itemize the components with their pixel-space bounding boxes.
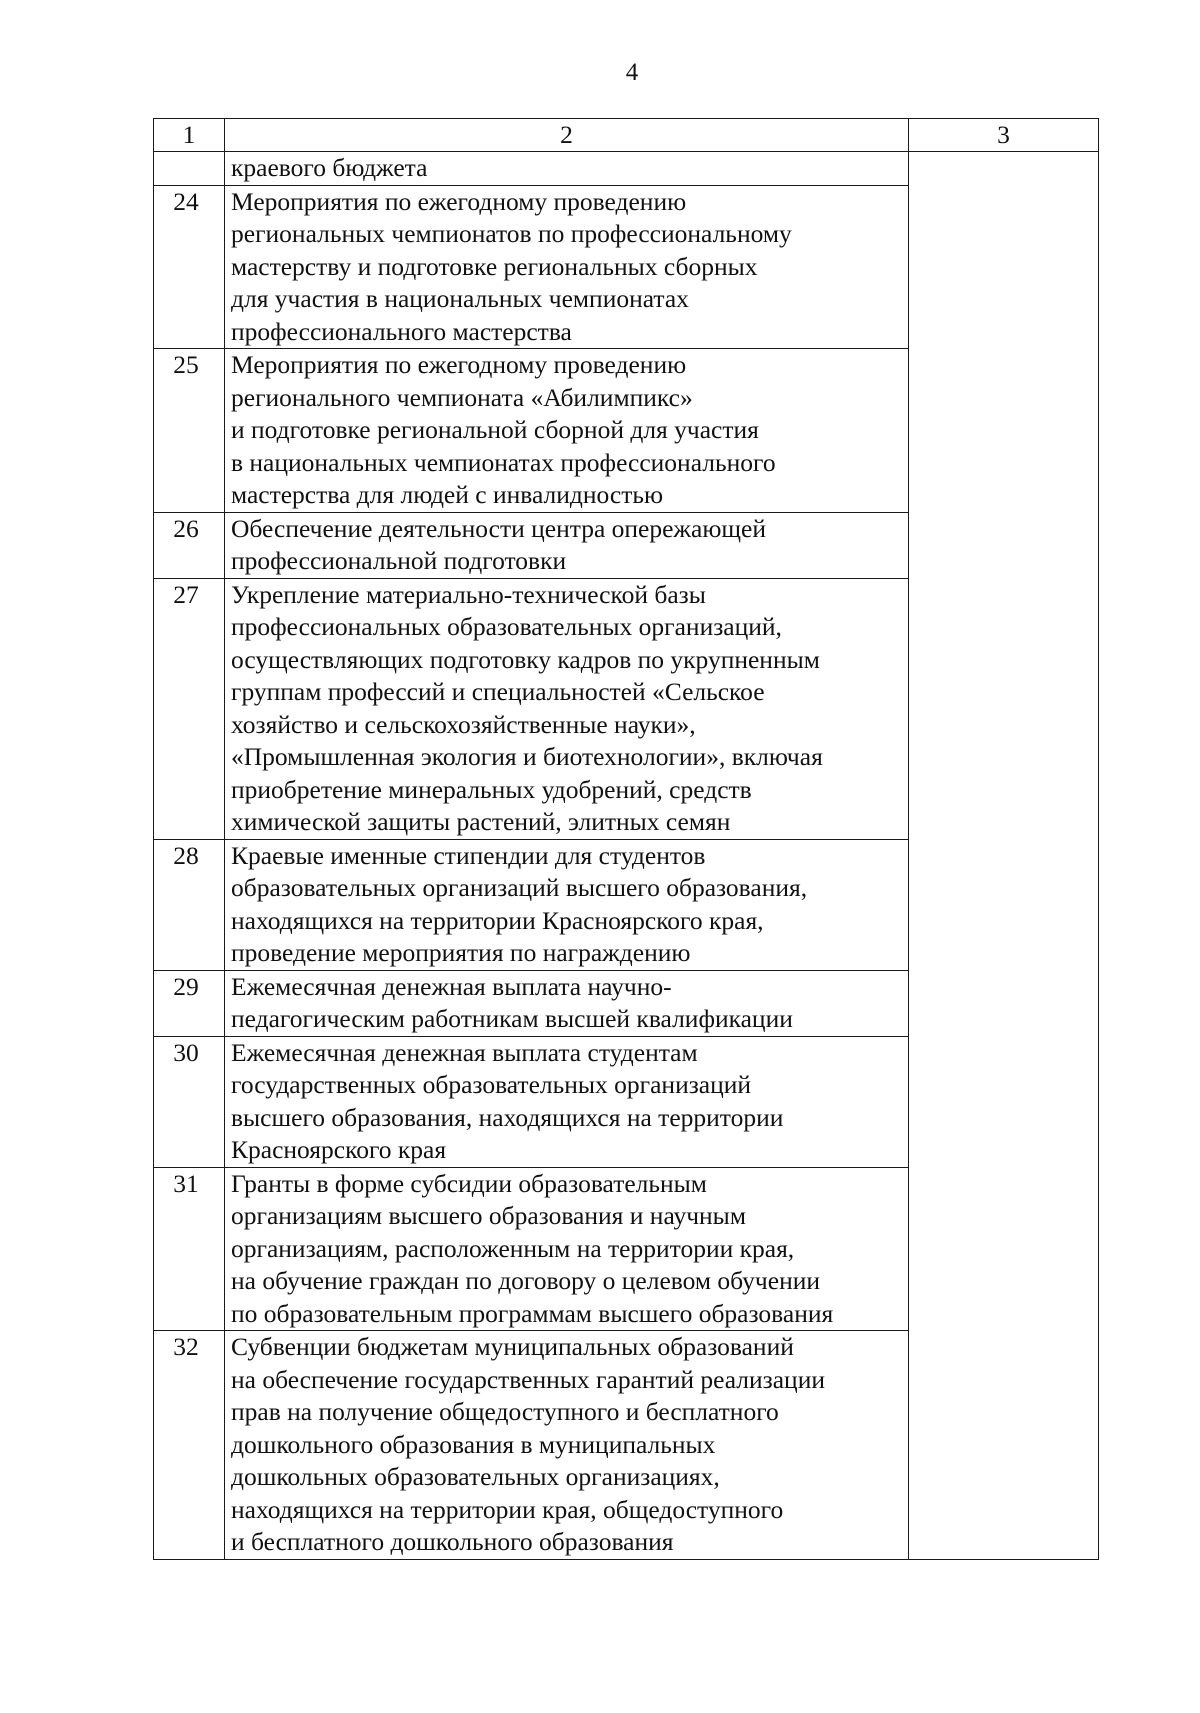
table-row <box>154 512 1099 578</box>
table-row <box>154 1167 1099 1331</box>
table-row <box>154 839 1099 970</box>
row-description-cell: Субвенции бюджетам муниципальных образований на обеспечение государственных гарантий реализации прав на получение общедоступного и бесплатного дошкольного образования в муниципальных дошкольных образовательных организациях, находящихся на территории края, общедоступного и бесплатного дошкольного образования <box>225 1331 909 1560</box>
row-number-cell: 27 <box>154 578 225 839</box>
table-row <box>154 970 1099 1036</box>
table-header <box>154 119 1099 152</box>
table-row <box>154 1331 1099 1560</box>
row-description-cell: Мероприятия по ежегодному проведению регионального чемпионата «Абилимпикс» и подготовке региональной сборной для участия в национальных чемпионатах профессионального мастерства для людей с инвалидностью <box>225 349 909 513</box>
table-row <box>154 152 1099 186</box>
row-description-cell: Ежемесячная денежная выплата научно- педагогическим работникам высшей квалификации <box>225 970 909 1036</box>
table-row <box>154 349 1099 513</box>
page-number: 4 <box>625 59 639 86</box>
row-description-cell: краевого бюджета <box>225 152 909 186</box>
row-number-cell: 24 <box>154 185 225 349</box>
row-number-cell <box>154 152 225 186</box>
row-number-cell: 25 <box>154 349 225 513</box>
row-description-cell: Гранты в форме субсидии образовательным организациям высшего образования и научным организациям, расположенным на территории края, на обучение граждан по договору о целевом обучении по образовательным программам высшего образования <box>225 1167 909 1331</box>
table-row <box>154 1036 1099 1167</box>
row-col3-cell <box>909 349 1099 513</box>
table-body <box>154 152 1099 1560</box>
row-description-cell: Мероприятия по ежегодному проведению региональных чемпионатов по профессиональному мастерству и подготовке региональных сборных для участия в национальных чемпионатах профессионального мастерства <box>225 185 909 349</box>
row-col3-cell <box>909 578 1099 839</box>
row-number-cell: 32 <box>154 1331 225 1560</box>
table-header-row <box>154 119 1099 152</box>
row-col3-cell <box>909 152 1099 186</box>
header-col-3: 3 <box>909 119 1099 152</box>
row-number-cell: 30 <box>154 1036 225 1167</box>
table-row <box>154 578 1099 839</box>
row-col3-cell <box>909 512 1099 578</box>
row-number-cell: 29 <box>154 970 225 1036</box>
document-table <box>153 118 1099 1560</box>
row-description-cell: Ежемесячная денежная выплата студентам государственных образовательных организаций высшего образования, находящихся на территории Красноярского края <box>225 1036 909 1167</box>
row-col3-cell <box>909 839 1099 970</box>
row-col3-cell <box>909 970 1099 1036</box>
row-col3-cell <box>909 1331 1099 1560</box>
row-description-cell: Краевые именные стипендии для студентов образовательных организаций высшего образования, находящихся на территории Красноярского края, проведение мероприятия по награждению <box>225 839 909 970</box>
row-number-cell: 28 <box>154 839 225 970</box>
header-col-1: 1 <box>154 119 225 152</box>
row-number-cell: 31 <box>154 1167 225 1331</box>
row-col3-cell <box>909 1167 1099 1331</box>
row-description-cell: Укрепление материально-технической базы профессиональных образовательных организаций, осуществляющих подготовку кадров по укрупненным группам профессий и специальностей «Сельское хозяйство и сельскохозяйственные науки», «Промышленная экология и биотехнологии», включая приобретение минеральных удобрений, средств химической защиты растений, элитных семян <box>225 578 909 839</box>
row-col3-cell <box>909 1036 1099 1167</box>
row-col3-cell <box>909 185 1099 349</box>
row-number-cell: 26 <box>154 512 225 578</box>
row-description-cell: Обеспечение деятельности центра опережающей профессиональной подготовки <box>225 512 909 578</box>
header-col-2: 2 <box>225 119 909 152</box>
table-row <box>154 185 1099 349</box>
